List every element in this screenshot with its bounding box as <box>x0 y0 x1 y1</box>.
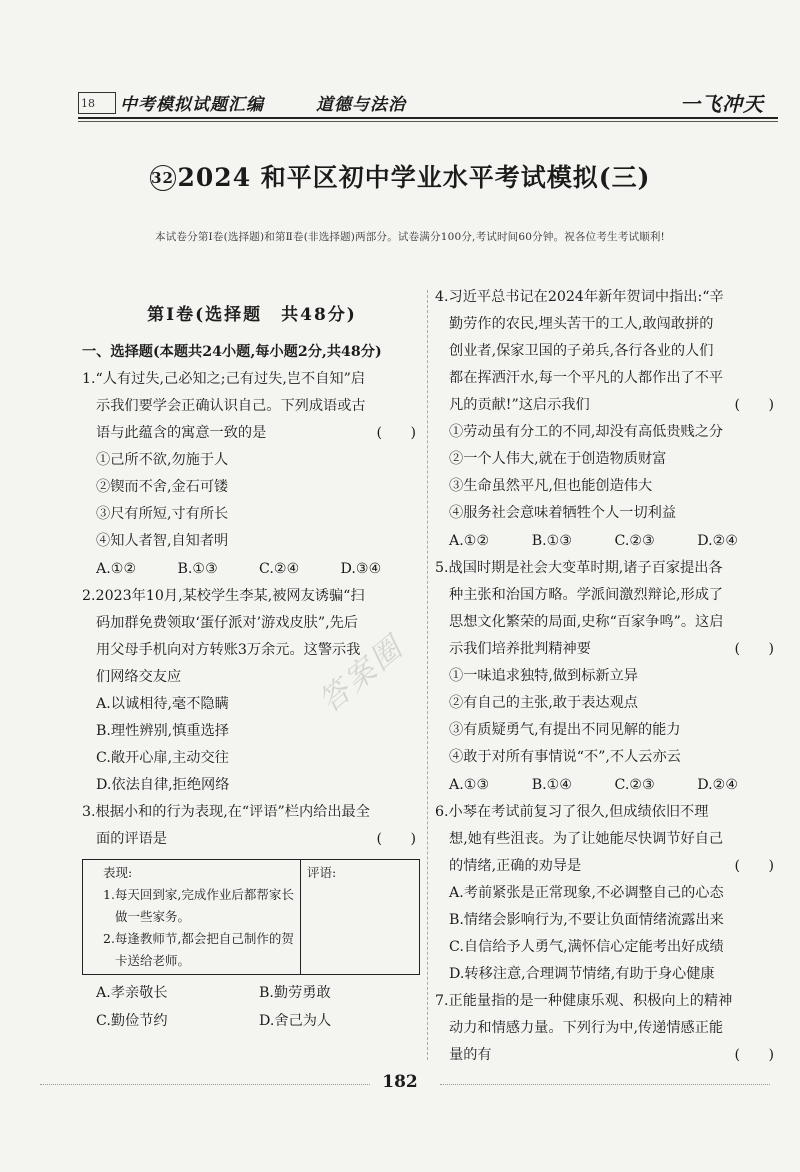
option-d: D.转移注意,合理调节情绪,有助于身心健康 <box>449 966 715 982</box>
page-number: 182 <box>382 1072 418 1092</box>
question-line: 用父母手机向对方转账3万余元。这警示我 <box>96 642 361 658</box>
question-line: 2.2023年10月,某校学生李某,被网友诱骗“扫 <box>82 588 365 604</box>
question-line-text: 示我们培养批判精神要 <box>449 641 591 657</box>
table-left-head: 表现: <box>103 865 133 880</box>
statement-item: ④敢于对所有事情说“不”,不人云亦云 <box>449 749 681 765</box>
subject-title: 道德与法治 <box>316 95 406 115</box>
option-b: B.①④ <box>531 777 573 793</box>
statement-item: ②一个人伟大,就在于创造物质财富 <box>449 451 667 467</box>
statement-item: ③生命虽然平凡,但也能创造伟大 <box>449 478 653 494</box>
question-4 <box>435 284 780 555</box>
question-line-text: 量的有 <box>449 1047 492 1063</box>
option-b: B.勤劳勇敢 <box>259 985 331 1001</box>
question-line-text: 的情绪,正确的劝导是 <box>449 858 582 874</box>
question-7 <box>435 988 780 1069</box>
question-line-text: 语与此蕴含的寓意一致的是 <box>96 425 267 441</box>
watermark: 答案圈 <box>312 629 411 720</box>
question-line: 码加群免费领取‘蛋仔派对’游戏皮肤”,先后 <box>96 615 358 631</box>
answer-options <box>435 771 780 799</box>
question-6 <box>435 799 780 988</box>
question-line: 们网络交友应 <box>96 669 182 685</box>
option-c: C.②④ <box>259 561 300 577</box>
question-line: 5.战国时期是社会大变革时期,诸子百家提出各 <box>435 560 723 576</box>
option-c: C.勤俭节约 <box>96 1013 168 1029</box>
option-b: B.情绪会影响行为,不要让负面情绪流露出来 <box>449 912 724 928</box>
question-1 <box>82 366 422 583</box>
table-right-cell <box>301 860 419 974</box>
table-item: 2.每逢教师节,都会把自己制作的贺卡送给老师。 <box>103 931 294 968</box>
option-d: D.②④ <box>697 533 739 549</box>
brand-logo: 一飞冲天 <box>680 92 764 116</box>
question-line <box>435 853 780 880</box>
header-rule-thin <box>78 121 778 122</box>
question-line: 想,她有些沮丧。为了让她能尽快调节好自己 <box>449 831 724 847</box>
option-b: B.①③ <box>531 533 573 549</box>
option-a: A.考前紧张是正常现象,不必调整自己的心态 <box>449 885 724 901</box>
option-d: D.③④ <box>340 561 382 577</box>
title-text: 2024 和平区初中学业水平考试模拟(三) <box>177 163 651 192</box>
question-5 <box>435 555 780 799</box>
statement-item: ②锲而不舍,金石可镂 <box>96 479 229 495</box>
statement-item: ②有自己的主张,敢于表达观点 <box>449 695 638 711</box>
answer-options <box>435 527 780 555</box>
exam-note: 本试卷分第Ⅰ卷(选择题)和第Ⅱ卷(非选择题)两部分。试卷满分100分,考试时间60分钟。祝各位考生考试顺利! <box>155 231 665 243</box>
statement-item: ④知人者智,自知者明 <box>96 533 229 549</box>
question-line: 都在挥洒汗水,每一个平凡的人都作出了不平 <box>449 370 724 386</box>
answer-paren: ( ) <box>734 397 774 413</box>
option-c: C.②③ <box>614 533 655 549</box>
statement-item: ①己所不欲,勿施于人 <box>96 452 229 468</box>
answer-paren: ( ) <box>734 1047 774 1063</box>
option-c: C.敞开心扉,主动交往 <box>96 750 229 766</box>
question-line <box>435 1042 780 1069</box>
question-line: 1.“人有过失,己必知之;己有过失,岂不自知”启 <box>82 371 366 387</box>
question-line <box>435 636 780 663</box>
answer-options-row <box>82 1007 422 1035</box>
question-3 <box>82 799 422 1035</box>
option-b: B.理性辨别,慎重选择 <box>96 723 229 739</box>
column-divider <box>427 290 428 1060</box>
option-a: A.①② <box>449 533 490 549</box>
left-column <box>82 290 422 1035</box>
right-column <box>435 284 780 1069</box>
option-b: B.①③ <box>177 561 218 577</box>
answer-options-row <box>82 979 422 1007</box>
question-line <box>435 392 780 419</box>
answer-paren: ( ) <box>734 641 774 657</box>
table-left-cell <box>97 860 301 974</box>
answer-paren: ( ) <box>376 831 416 847</box>
option-a: A.孝亲敬长 <box>96 985 168 1001</box>
question-line: 勤劳作的农民,埋头苦干的工人,敢闯敢拼的 <box>449 316 714 332</box>
option-a: A.以诚相待,毫不隐瞒 <box>96 696 229 712</box>
statement-item: ①劳动虽有分工的不同,却没有高低贵贱之分 <box>449 424 724 440</box>
question-line-text: 凡的贡献!”这启示我们 <box>449 397 590 413</box>
statement-item: ①一味追求独特,做到标新立异 <box>449 668 638 684</box>
page-badge: 18 <box>78 92 116 114</box>
question-line: 4.习近平总书记在2024年新年贺词中指出:“辛 <box>435 289 724 305</box>
table-right-head: 评语: <box>307 865 337 880</box>
series-title: 中考模拟试题汇编 <box>120 95 264 115</box>
option-d: D.②④ <box>697 777 739 793</box>
statement-item: ④服务社会意味着牺牲个人一切利益 <box>449 505 677 521</box>
section-title: 第Ⅰ卷(选择题 共48分) <box>147 305 357 325</box>
question-line: 思想文化繁荣的局面,史称“百家争鸣”。这启 <box>449 614 724 630</box>
option-c: C.自信给予人勇气,满怀信心定能考出好成绩 <box>449 939 724 955</box>
statement-item: ③尺有所短,寸有所长 <box>96 506 229 522</box>
question-line: 7.正能量指的是一种健康乐观、积极向上的精神 <box>435 993 733 1009</box>
option-d: D.舍己为人 <box>259 1013 332 1029</box>
option-a: A.①② <box>96 561 137 577</box>
question-line <box>82 420 422 447</box>
question-line: 动力和情感力量。下列行为中,传递情感正能 <box>449 1020 724 1036</box>
question-line-text: 面的评语是 <box>96 831 167 847</box>
section-instruction: 一、选择题(本题共24小题,每小题2分,共48分) <box>82 344 382 360</box>
question-line: 示我们要学会正确认识自己。下列成语或古 <box>96 398 366 414</box>
title-number: 32 <box>150 165 176 191</box>
question-line: 6.小琴在考试前复习了很久,但成绩依旧不理 <box>435 804 709 820</box>
option-c: C.②③ <box>614 777 655 793</box>
table-item: 1.每天回到家,完成作业后都帮家长做一些家务。 <box>103 887 294 924</box>
question-2 <box>82 583 422 799</box>
statement-item: ③有质疑勇气,有提出不同见解的能力 <box>449 722 681 738</box>
question-line: 种主张和治国方略。学派间激烈辩论,形成了 <box>449 587 724 603</box>
question-line: 3.根据小和的行为表现,在“评语”栏内给出最全 <box>82 804 370 820</box>
header-rule <box>78 117 778 119</box>
option-a: A.①③ <box>449 777 490 793</box>
option-d: D.依法自律,拒绝网络 <box>96 777 230 793</box>
running-header <box>78 84 778 118</box>
answer-paren: ( ) <box>376 425 416 441</box>
question-line <box>82 826 422 853</box>
evaluation-table <box>82 859 420 975</box>
exam-title <box>0 158 800 194</box>
answer-options <box>82 555 422 583</box>
answer-paren: ( ) <box>734 858 774 874</box>
question-line: 创业者,保家卫国的子弟兵,各行各业的人们 <box>449 343 714 359</box>
